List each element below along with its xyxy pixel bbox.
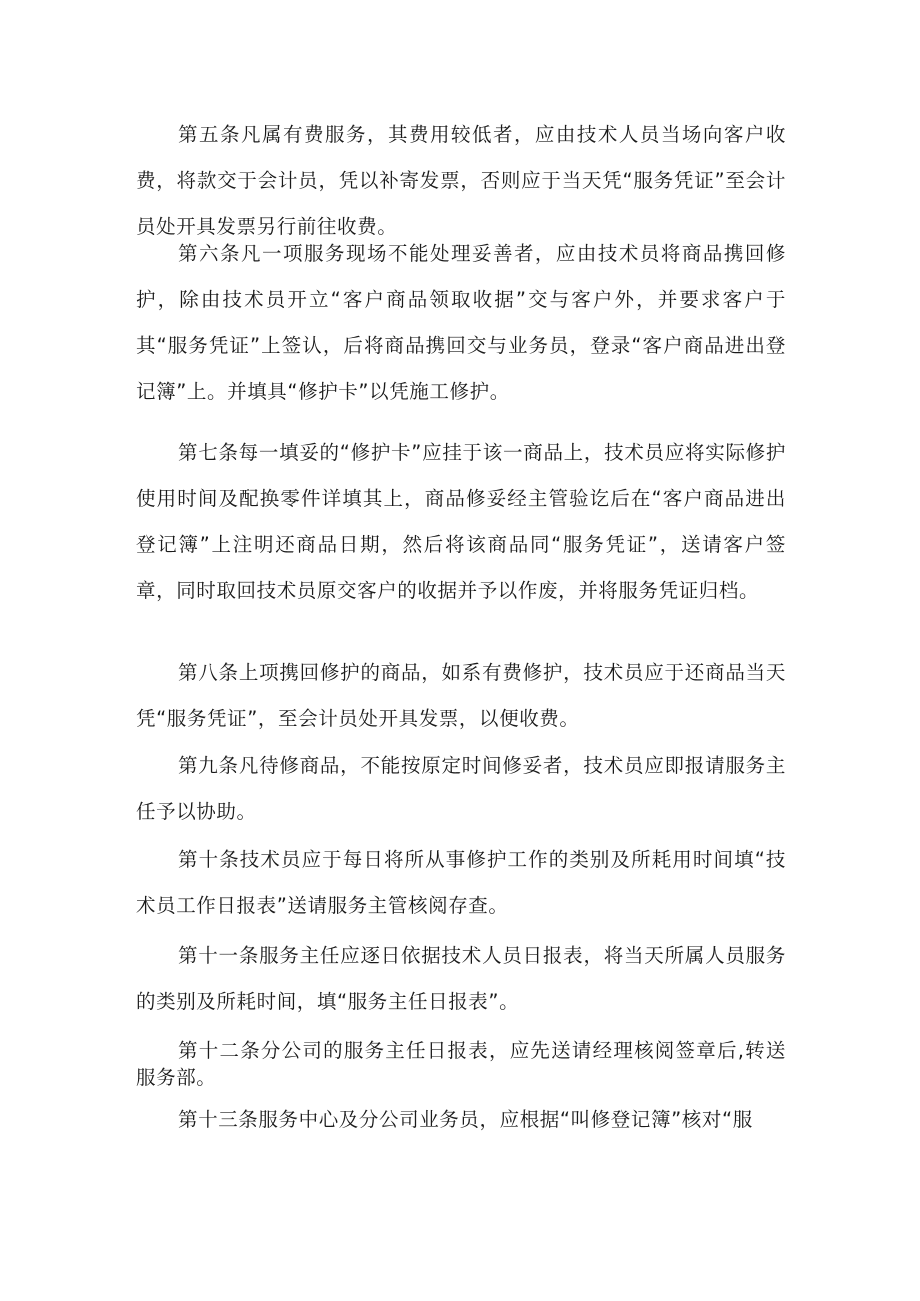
article-5-paragraph: 第五条凡属有费服务，其费用较低者，应由技术人员当场向客户收费，将款交于会计员，凭以补寄发票，否则应于当天凭“服务凭证”至会计员处开具发票另行前往收费。 xyxy=(136,123,786,238)
article-9-paragraph: 第九条凡待修商品，不能按原定时间修妥者，技术员应即报请服务主任予以协助。 xyxy=(136,754,786,823)
article-10-paragraph: 第十条技术员应于每日将所从事修护工作的类别及所耗用时间填“技术员工作日报表”送请服务主管核阅存查。 xyxy=(136,848,786,917)
article-13-paragraph: 第十三条服务中心及分公司业务员，应根据“叫修登记簿”核对“服 xyxy=(178,1108,753,1131)
article-8-paragraph: 第八条上项携回修护的商品，如系有费修护，技术员应于还商品当天凭“服务凭证”，至会计员处开具发票，以便收费。 xyxy=(136,661,786,730)
article-7-paragraph: 第七条每一填妥的“修护卡”应挂于该一商品上，技术员应将实际修护使用时间及配换零件详填其上，商品修妥经主管验讫后在“客户商品进出登记簿”上注明还商品日期，然后将该商品同“服务凭证”，送请客户签章，同时取回技术员原交客户的收据并予以作废，并将服务凭证归档。 xyxy=(136,441,786,602)
article-12-paragraph: 第十二条分公司的服务主任日报表，应先送请经理核阅签章后,转送服务部。 xyxy=(136,1039,786,1089)
article-6-paragraph: 第六条凡一项服务现场不能处理妥善者，应由技术员将商品携回修护，除由技术员开立“客户商品领取收据”交与客户外，并要求客户于其“服务凭证”上签认，后将商品携回交与业务员，登录“客户商品进出登记簿”上。并填具“修护卡”以凭施工修护。 xyxy=(136,242,786,403)
article-11-paragraph: 第十一条服务主任应逐日依据技术人员日报表，将当天所属人员服务的类别及所耗时间，填“服务主任日报表”。 xyxy=(136,944,786,1013)
